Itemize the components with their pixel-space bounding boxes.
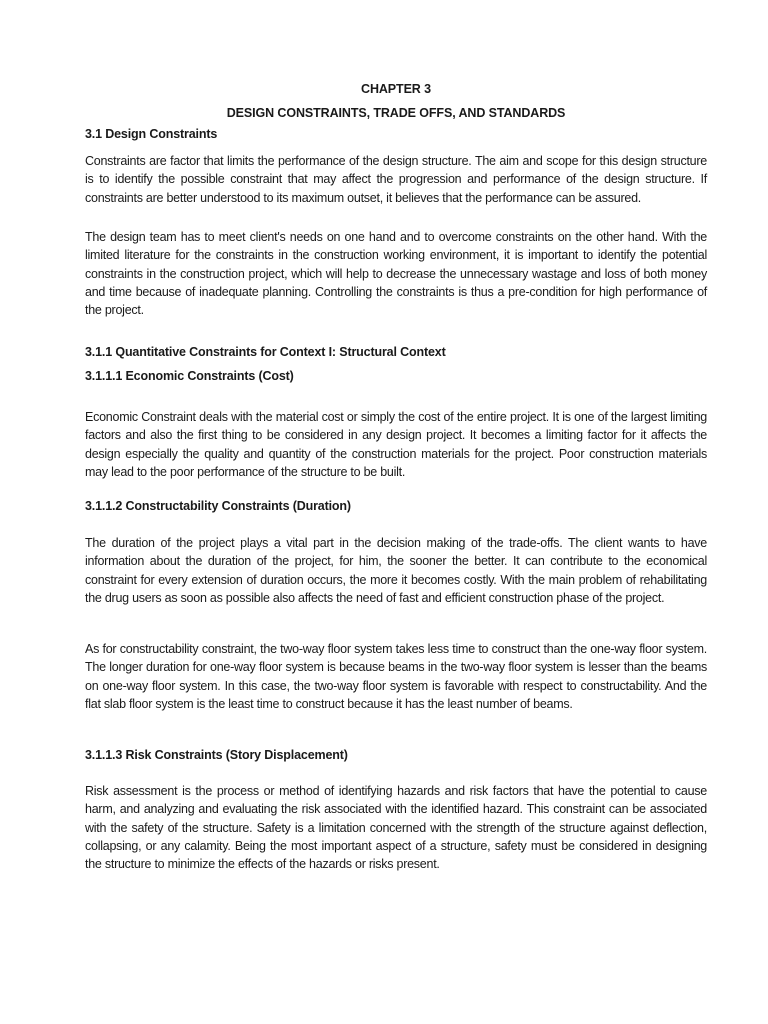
section-3-1-1-1-paragraph-1: Economic Constraint deals with the material cost or simply the cost of the entire project. It is one of the largest limiting factors and also the first thing to be considered in any design project. It becomes a limiting factor for it affects the design especially the quality and quantity of the construction materials for the project. Poor construction materials may lead to the poor performance of the structure to be built. [85, 410, 707, 479]
chapter-number: CHAPTER 3 [361, 82, 431, 96]
section-heading-3-1-1-1: 3.1.1.1 Economic Constraints (Cost) [85, 369, 294, 383]
section-heading-3-1-1-2: 3.1.1.2 Constructability Constraints (Duration) [85, 499, 351, 513]
section-3-1-1-2-paragraph-1: The duration of the project plays a vital part in the decision making of the trade-offs. The client wants to have information about the duration of the project, for him, the sooner the better. It can contribute to the economical constraint for every extension of duration occurs, the more it becomes costly. With the main problem of rehabilitating the drug users as soon as possible also affects the need of fast and efficient construction phase of the project. [85, 536, 707, 605]
section-3-1-paragraph-2: The design team has to meet client's needs on one hand and to overcome constraints on the other hand. With the limited literature for the constraints in the construction working environment, it is important to identify the potential constraints in the construction project, which will help to decrease the unnecessary wastage and loss of both money and time because of inadequate planning. Controlling the constraints is thus a pre-condition for high performance of the project. [85, 230, 707, 318]
section-3-1-paragraph-1: Constraints are factor that limits the performance of the design structure. The aim and scope for this design structure is to identify the possible constraint that may affect the progression and performance of the design structure. If constraints are better understood to its maximum outset, it believes that the performance can be assured. [85, 154, 707, 205]
section-3-1-1-2-paragraph-2: As for constructability constraint, the two-way floor system takes less time to construct than the one-way floor system. The longer duration for one-way floor system is because beams in the two-way floor system is lesser than the beams on one-way floor system. In this case, the two-way floor system is favorable with respect to constructability. And the flat slab floor system is the least time to construct because it has the least number of beams. [85, 642, 707, 711]
section-heading-3-1-1-3: 3.1.1.3 Risk Constraints (Story Displacement) [85, 748, 348, 762]
section-heading-3-1: 3.1 Design Constraints [85, 127, 218, 141]
chapter-title: DESIGN CONSTRAINTS, TRADE OFFS, AND STANDARDS [226, 106, 566, 120]
section-3-1-1-3-paragraph-1: Risk assessment is the process or method of identifying hazards and risk factors that have the potential to cause harm, and analyzing and evaluating the risk associated with the identified hazard. This constraint can be associated with the safety of the structure. Safety is a limitation concerned with the strength of the structure against deflection, collapsing, or any calamity. Being the most important aspect of a structure, safety must be considered in designing the structure to minimize the effects of the hazards or risks present. [85, 784, 707, 872]
section-heading-3-1-1: 3.1.1 Quantitative Constraints for Context I: Structural Context [85, 345, 446, 359]
